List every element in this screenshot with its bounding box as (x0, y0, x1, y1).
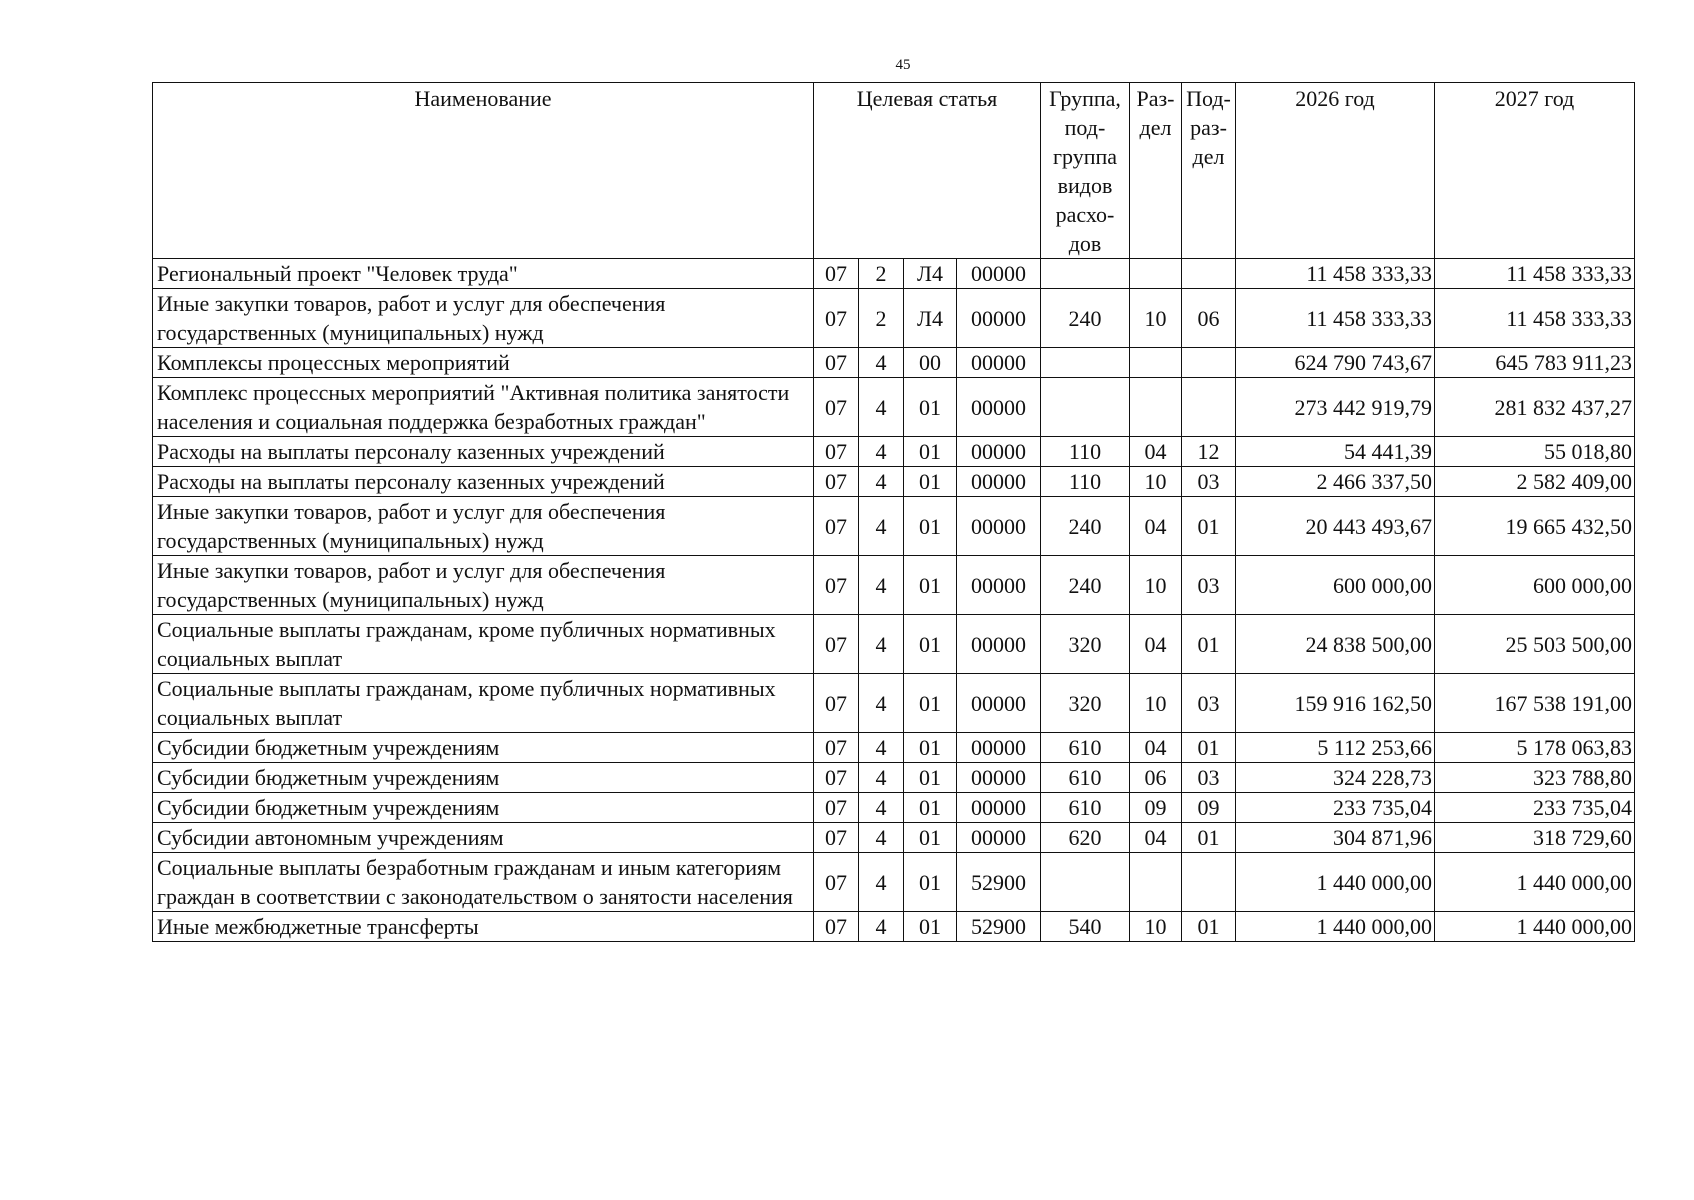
header-year-2026: 2026 год (1236, 83, 1435, 259)
amount-2027: 2 582 409,00 (1435, 467, 1635, 497)
target-article-direction: 00000 (957, 763, 1041, 793)
row-name: Комплекс процессных мероприятий "Активная политика занятости населения и социальная поддержка безработных граждан" (153, 378, 814, 437)
subsection-code: 03 (1182, 556, 1236, 615)
expense-group-code (1041, 853, 1130, 912)
row-name: Социальные выплаты гражданам, кроме публичных нормативных социальных выплат (153, 674, 814, 733)
target-article-program: 07 (814, 793, 859, 823)
subsection-code: 03 (1182, 674, 1236, 733)
subsection-code (1182, 348, 1236, 378)
target-article-structure: 01 (904, 763, 957, 793)
target-article-structure: 01 (904, 793, 957, 823)
target-article-structure: 01 (904, 615, 957, 674)
row-name: Региональный проект "Человек труда" (153, 259, 814, 289)
section-code: 10 (1130, 467, 1182, 497)
section-code (1130, 348, 1182, 378)
table-row (153, 378, 1635, 437)
section-code: 04 (1130, 733, 1182, 763)
section-code: 04 (1130, 497, 1182, 556)
target-article-program: 07 (814, 497, 859, 556)
section-code: 04 (1130, 823, 1182, 853)
expense-group-code (1041, 259, 1130, 289)
target-article-structure: 01 (904, 823, 957, 853)
amount-2027: 5 178 063,83 (1435, 733, 1635, 763)
amount-2026: 1 440 000,00 (1236, 853, 1435, 912)
target-article-direction: 52900 (957, 912, 1041, 942)
target-article-type: 4 (859, 853, 904, 912)
target-article-program: 07 (814, 763, 859, 793)
target-article-program: 07 (814, 437, 859, 467)
amount-2027: 645 783 911,23 (1435, 348, 1635, 378)
table-row (153, 763, 1635, 793)
amount-2027: 1 440 000,00 (1435, 853, 1635, 912)
target-article-program: 07 (814, 378, 859, 437)
subsection-code (1182, 378, 1236, 437)
target-article-type: 4 (859, 556, 904, 615)
table-row (153, 467, 1635, 497)
expense-group-code: 610 (1041, 793, 1130, 823)
amount-2026: 233 735,04 (1236, 793, 1435, 823)
target-article-structure: 01 (904, 853, 957, 912)
table-row (153, 556, 1635, 615)
subsection-code (1182, 259, 1236, 289)
table-body (153, 259, 1635, 942)
amount-2026: 600 000,00 (1236, 556, 1435, 615)
target-article-type: 2 (859, 289, 904, 348)
target-article-structure: 01 (904, 378, 957, 437)
expense-group-code: 540 (1041, 912, 1130, 942)
target-article-type: 2 (859, 259, 904, 289)
target-article-direction: 00000 (957, 437, 1041, 467)
subsection-code: 03 (1182, 467, 1236, 497)
target-article-program: 07 (814, 615, 859, 674)
target-article-program: 07 (814, 823, 859, 853)
subsection-code: 06 (1182, 289, 1236, 348)
table-row (153, 437, 1635, 467)
table-row (153, 674, 1635, 733)
page-number: 45 (895, 57, 911, 73)
section-code (1130, 853, 1182, 912)
section-code: 10 (1130, 674, 1182, 733)
expense-group-code: 110 (1041, 467, 1130, 497)
target-article-type: 4 (859, 793, 904, 823)
target-article-structure: 01 (904, 912, 957, 942)
target-article-type: 4 (859, 823, 904, 853)
section-code: 06 (1130, 763, 1182, 793)
table-row (153, 853, 1635, 912)
amount-2027: 11 458 333,33 (1435, 289, 1635, 348)
amount-2027: 600 000,00 (1435, 556, 1635, 615)
row-name: Иные межбюджетные трансферты (153, 912, 814, 942)
table-row (153, 497, 1635, 556)
section-code: 09 (1130, 793, 1182, 823)
expense-group-code: 620 (1041, 823, 1130, 853)
header-name: Наименование (153, 83, 814, 259)
expense-group-code: 320 (1041, 615, 1130, 674)
expense-group-code (1041, 378, 1130, 437)
target-article-structure: Л4 (904, 289, 957, 348)
amount-2026: 5 112 253,66 (1236, 733, 1435, 763)
row-name: Субсидии бюджетным учреждениям (153, 763, 814, 793)
expense-group-code: 610 (1041, 763, 1130, 793)
target-article-program: 07 (814, 556, 859, 615)
header-target-article: Целевая статья (814, 83, 1041, 259)
target-article-direction: 00000 (957, 348, 1041, 378)
expense-group-code: 240 (1041, 556, 1130, 615)
section-code: 04 (1130, 437, 1182, 467)
table-row (153, 733, 1635, 763)
target-article-direction: 00000 (957, 823, 1041, 853)
table-row (153, 259, 1635, 289)
target-article-type: 4 (859, 733, 904, 763)
target-article-direction: 00000 (957, 497, 1041, 556)
amount-2027: 318 729,60 (1435, 823, 1635, 853)
target-article-structure: 01 (904, 733, 957, 763)
row-name: Расходы на выплаты персоналу казенных учреждений (153, 467, 814, 497)
section-code: 04 (1130, 615, 1182, 674)
row-name: Иные закупки товаров, работ и услуг для обеспечения государственных (муниципальных) нужд (153, 556, 814, 615)
amount-2027: 55 018,80 (1435, 437, 1635, 467)
amount-2027: 11 458 333,33 (1435, 259, 1635, 289)
expense-group-code: 320 (1041, 674, 1130, 733)
amount-2026: 11 458 333,33 (1236, 289, 1435, 348)
target-article-program: 07 (814, 259, 859, 289)
amount-2026: 304 871,96 (1236, 823, 1435, 853)
table-row (153, 348, 1635, 378)
expense-group-code: 240 (1041, 497, 1130, 556)
target-article-direction: 00000 (957, 615, 1041, 674)
amount-2026: 273 442 919,79 (1236, 378, 1435, 437)
subsection-code: 01 (1182, 497, 1236, 556)
target-article-type: 4 (859, 497, 904, 556)
section-code (1130, 259, 1182, 289)
subsection-code: 12 (1182, 437, 1236, 467)
section-code: 10 (1130, 289, 1182, 348)
subsection-code: 03 (1182, 763, 1236, 793)
target-article-structure: 01 (904, 467, 957, 497)
amount-2026: 2 466 337,50 (1236, 467, 1435, 497)
row-name: Комплексы процессных мероприятий (153, 348, 814, 378)
row-name: Социальные выплаты безработным гражданам и иным категориям граждан в соответствии с законодательством о занятости населения (153, 853, 814, 912)
subsection-code (1182, 853, 1236, 912)
row-name: Субсидии бюджетным учреждениям (153, 733, 814, 763)
amount-2026: 159 916 162,50 (1236, 674, 1435, 733)
target-article-program: 07 (814, 674, 859, 733)
section-code: 10 (1130, 912, 1182, 942)
table-header-row (153, 83, 1635, 259)
target-article-program: 07 (814, 289, 859, 348)
target-article-type: 4 (859, 912, 904, 942)
amount-2027: 19 665 432,50 (1435, 497, 1635, 556)
target-article-direction: 52900 (957, 853, 1041, 912)
section-code (1130, 378, 1182, 437)
expense-group-code (1041, 348, 1130, 378)
amount-2027: 167 538 191,00 (1435, 674, 1635, 733)
subsection-code: 01 (1182, 823, 1236, 853)
amount-2027: 281 832 437,27 (1435, 378, 1635, 437)
header-subsection: Под-раз-дел (1182, 83, 1236, 259)
table-row (153, 912, 1635, 942)
amount-2026: 1 440 000,00 (1236, 912, 1435, 942)
target-article-structure: Л4 (904, 259, 957, 289)
expense-group-code: 610 (1041, 733, 1130, 763)
target-article-type: 4 (859, 437, 904, 467)
target-article-structure: 01 (904, 556, 957, 615)
target-article-structure: 01 (904, 674, 957, 733)
row-name: Иные закупки товаров, работ и услуг для обеспечения государственных (муниципальных) нужд (153, 289, 814, 348)
target-article-direction: 00000 (957, 556, 1041, 615)
target-article-program: 07 (814, 348, 859, 378)
amount-2026: 624 790 743,67 (1236, 348, 1435, 378)
target-article-type: 4 (859, 467, 904, 497)
table-row (153, 823, 1635, 853)
target-article-direction: 00000 (957, 733, 1041, 763)
subsection-code: 01 (1182, 912, 1236, 942)
amount-2026: 11 458 333,33 (1236, 259, 1435, 289)
subsection-code: 01 (1182, 615, 1236, 674)
target-article-type: 4 (859, 615, 904, 674)
row-name: Социальные выплаты гражданам, кроме публичных нормативных социальных выплат (153, 615, 814, 674)
target-article-direction: 00000 (957, 259, 1041, 289)
table-row (153, 615, 1635, 674)
amount-2026: 20 443 493,67 (1236, 497, 1435, 556)
expense-group-code: 110 (1041, 437, 1130, 467)
row-name: Иные закупки товаров, работ и услуг для обеспечения государственных (муниципальных) нужд (153, 497, 814, 556)
table-row (153, 289, 1635, 348)
target-article-program: 07 (814, 467, 859, 497)
target-article-direction: 00000 (957, 674, 1041, 733)
target-article-direction: 00000 (957, 289, 1041, 348)
target-article-structure: 01 (904, 497, 957, 556)
target-article-type: 4 (859, 378, 904, 437)
amount-2026: 324 228,73 (1236, 763, 1435, 793)
target-article-type: 4 (859, 674, 904, 733)
expense-group-code: 240 (1041, 289, 1130, 348)
row-name: Расходы на выплаты персоналу казенных учреждений (153, 437, 814, 467)
row-name: Субсидии автономным учреждениям (153, 823, 814, 853)
subsection-code: 09 (1182, 793, 1236, 823)
target-article-program: 07 (814, 912, 859, 942)
amount-2026: 24 838 500,00 (1236, 615, 1435, 674)
amount-2027: 233 735,04 (1435, 793, 1635, 823)
amount-2027: 1 440 000,00 (1435, 912, 1635, 942)
target-article-structure: 00 (904, 348, 957, 378)
target-article-direction: 00000 (957, 378, 1041, 437)
target-article-type: 4 (859, 348, 904, 378)
row-name: Субсидии бюджетным учреждениям (153, 793, 814, 823)
amount-2027: 323 788,80 (1435, 763, 1635, 793)
header-expense-group: Группа, под-группа видов расхо-дов (1041, 83, 1130, 259)
subsection-code: 01 (1182, 733, 1236, 763)
target-article-direction: 00000 (957, 467, 1041, 497)
target-article-program: 07 (814, 853, 859, 912)
amount-2027: 25 503 500,00 (1435, 615, 1635, 674)
budget-table (152, 82, 1635, 942)
header-year-2027: 2027 год (1435, 83, 1635, 259)
table-row (153, 793, 1635, 823)
amount-2026: 54 441,39 (1236, 437, 1435, 467)
target-article-structure: 01 (904, 437, 957, 467)
target-article-program: 07 (814, 733, 859, 763)
section-code: 10 (1130, 556, 1182, 615)
target-article-type: 4 (859, 763, 904, 793)
target-article-direction: 00000 (957, 793, 1041, 823)
header-section: Раз-дел (1130, 83, 1182, 259)
